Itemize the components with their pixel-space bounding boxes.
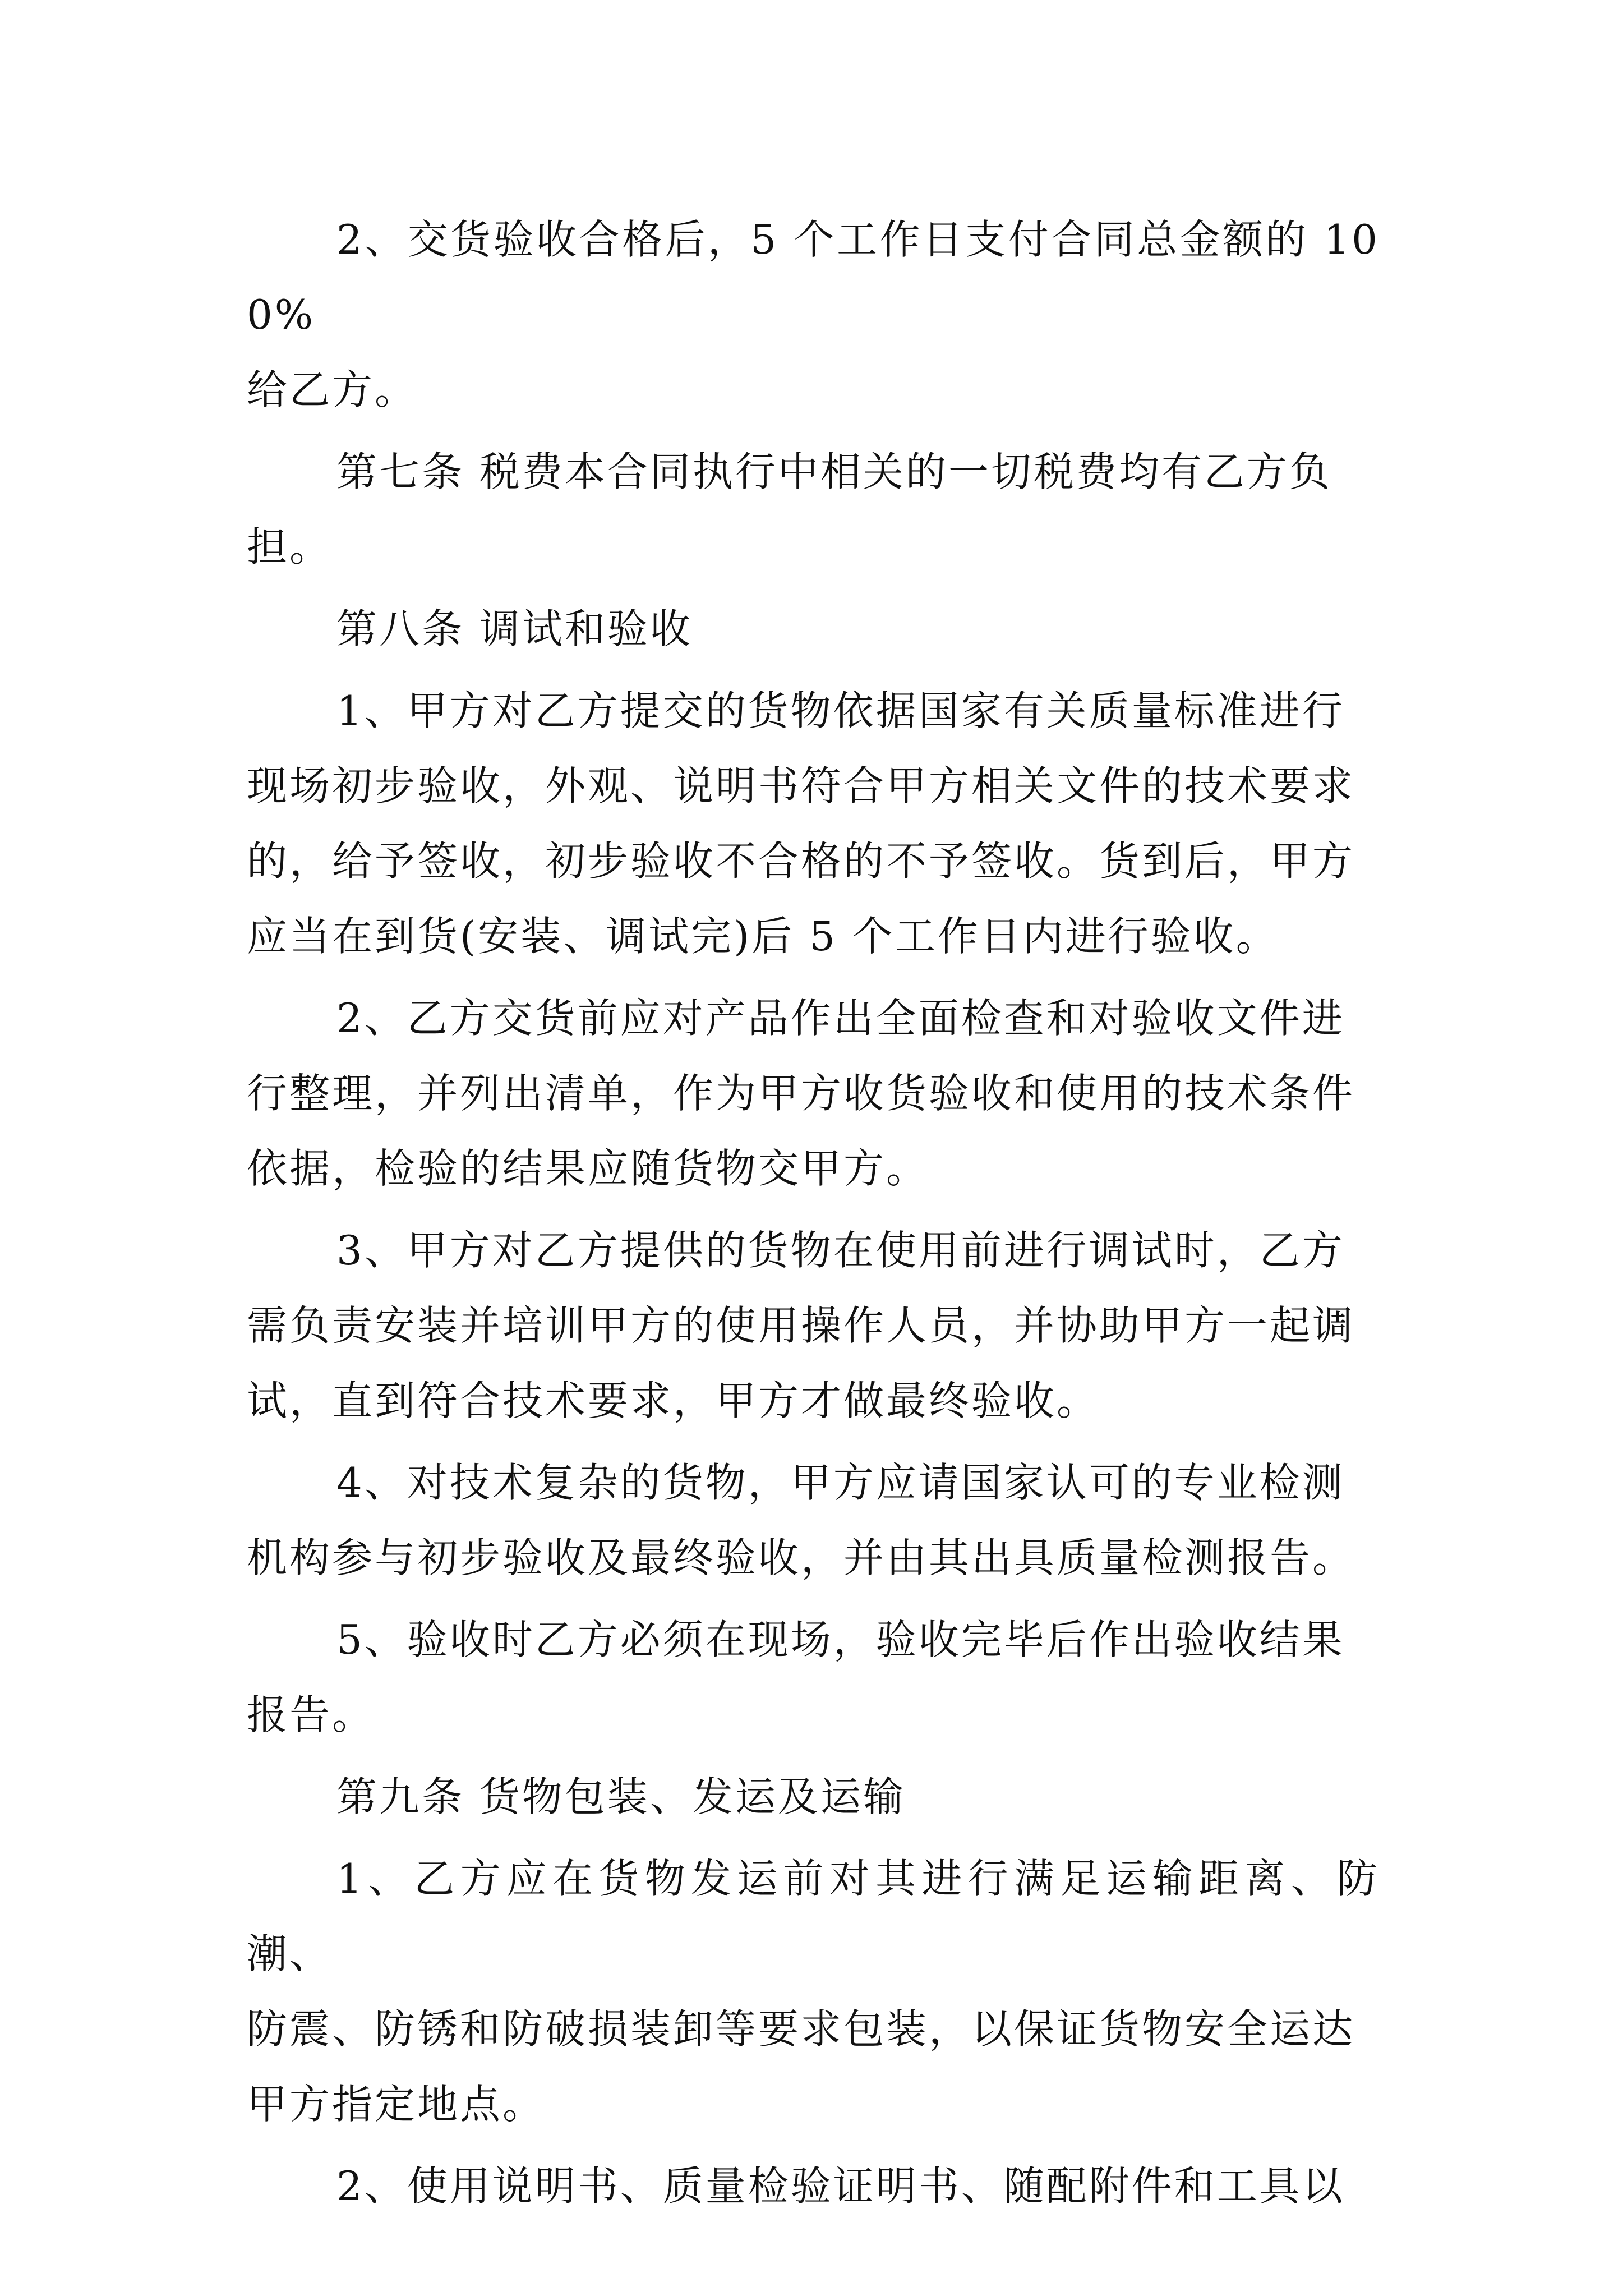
paragraph-article-8-clause-4 [247,1445,1380,1595]
paragraph-article-9-clause-1 [247,1841,1380,2142]
paragraph-article-8-clause-2 [247,981,1380,1206]
text-line: 机构参与初步验收及最终验收，并由其出具质量检测报告。 [247,1534,1355,1581]
paragraph-payment-clause-2 [247,202,1380,427]
text-line: 的，给予签收，初步验收不合格的不予签收。货到后，甲方 [247,838,1355,885]
text-line: 第七条 税费本合同执行中相关的一切税费均有乙方负 [336,448,1332,495]
text-line: 1、乙方应在货物发运前对其进行满足运输距离、防潮、 [247,1855,1380,1977]
text-line: 甲方指定地点。 [247,2081,546,2128]
text-line: 2、使用说明书、质量检验证明书、随配附件和工具以 [336,2162,1345,2210]
paragraph-article-7-taxes [247,434,1380,585]
text-line: 2、交货验收合格后，5 个工作日支付合同总金额的 100% [247,216,1380,338]
text-line: 报告。 [247,1691,375,1738]
text-line: 现场初步验收，外观、说明书符合甲方相关文件的技术要求 [247,762,1355,809]
text-line: 应当在到货(安装、调试完)后 5 个工作日内进行验收。 [247,913,1279,960]
paragraph-article-8-clause-5 [247,1602,1380,1752]
paragraph-article-8-clause-1 [247,673,1380,974]
text-line: 4、对技术复杂的货物，甲方应请国家认可的专业检测 [336,1459,1345,1506]
section-heading: 第八条 调试和验收 [336,605,693,652]
text-line: 5、验收时乙方必须在现场，验收完毕后作出验收结果 [336,1616,1345,1663]
heading-article-9 [247,1759,1380,1834]
text-line: 行整理，并列出清单，作为甲方收货验收和使用的技术条件 [247,1070,1355,1117]
text-line: 防震、防锈和防破损装卸等要求包装，以保证货物安全运达 [247,2005,1355,2053]
text-line: 试，直到符合技术要求，甲方才做最终验收。 [247,1377,1100,1424]
section-heading: 第九条 货物包装、发运及运输 [336,1773,906,1820]
text-line: 3、甲方对乙方提供的货物在使用前进行调试时，乙方 [336,1227,1345,1274]
text-line: 给乙方。 [247,366,418,413]
document-body [247,202,1380,2224]
heading-article-8 [247,591,1380,666]
paragraph-article-9-clause-2 [247,2148,1380,2224]
text-line: 需负责安装并培训甲方的使用操作人员，并协助甲方一起调 [247,1302,1355,1349]
text-line: 担。 [247,523,333,570]
text-line: 2、乙方交货前应对产品作出全面检查和对验收文件进 [336,995,1345,1042]
text-line: 依据，检验的结果应随货物交甲方。 [247,1145,929,1192]
paragraph-article-8-clause-3 [247,1213,1380,1438]
text-line: 1、甲方对乙方提交的货物依据国家有关质量标准进行 [336,687,1345,734]
